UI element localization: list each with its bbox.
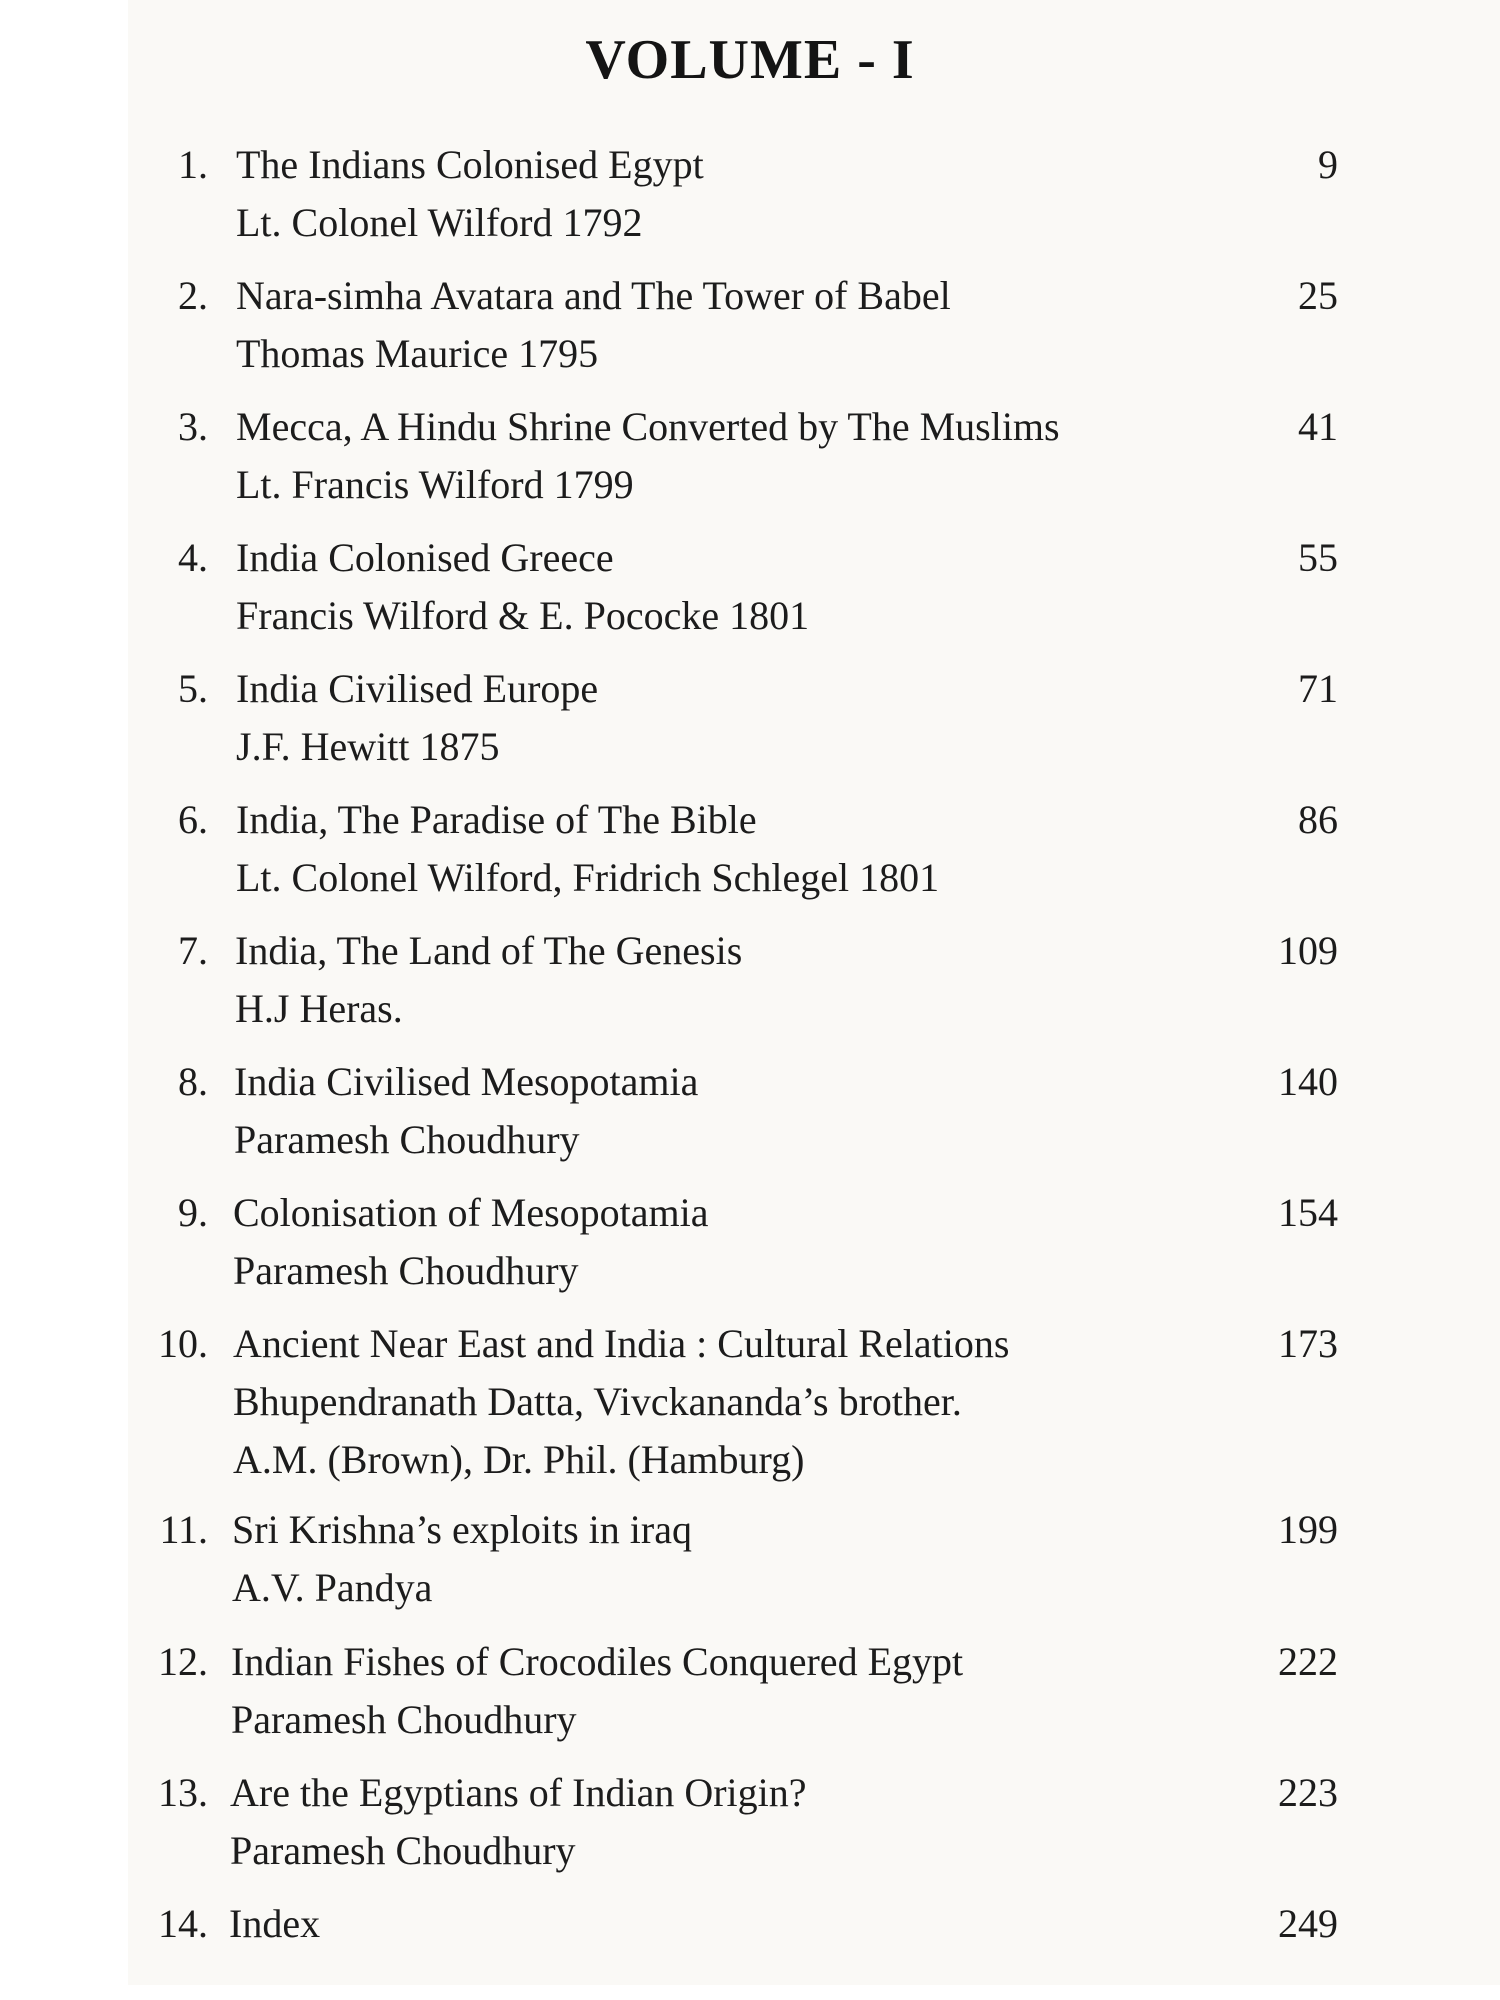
toc-entry-text: [236, 791, 939, 907]
toc-entry-text: [231, 1633, 963, 1749]
toc-entry-title: India Civilised Europe: [236, 666, 599, 711]
toc-entry-author: A.V. Pandya: [232, 1565, 433, 1610]
toc-entry-text: [236, 136, 704, 252]
toc-entry-author: Paramesh Choudhury: [233, 1248, 579, 1293]
toc-entry-number: 9.: [178, 1190, 208, 1235]
toc-entry-number: 4.: [178, 535, 208, 580]
toc-entry-page: 173: [1278, 1321, 1338, 1366]
toc-entry-title: India, The Paradise of The Bible: [236, 797, 757, 842]
toc-entry-author: J.F. Hewitt 1875: [236, 724, 500, 769]
toc-entry-title: India Civilised Mesopotamia: [234, 1059, 699, 1104]
toc-entry-page: 109: [1278, 928, 1338, 973]
toc-entry-page: 140: [1278, 1059, 1338, 1104]
toc-entry-text: [236, 398, 1060, 514]
toc-entry-number: 8.: [178, 1059, 208, 1104]
toc-entry-page: 41: [1298, 404, 1338, 449]
toc-entry-title: India Colonised Greece: [236, 535, 614, 580]
toc-entry-page: 9: [1318, 142, 1338, 187]
toc-entry-number: 1.: [178, 142, 208, 187]
toc-entry-title: Sri Krishna’s exploits in iraq: [232, 1507, 692, 1552]
toc-entry-title: India, The Land of The Genesis: [235, 928, 743, 973]
toc-entry-number: 6.: [178, 797, 208, 842]
toc-entry-author: Francis Wilford & E. Pococke 1801: [236, 593, 810, 638]
toc-entry-text: [233, 1315, 1009, 1489]
toc-entry-author: Paramesh Choudhury: [230, 1828, 576, 1873]
toc-entry-title: Nara-simha Avatara and The Tower of Babel: [236, 273, 951, 318]
toc-entry-author: Thomas Maurice 1795: [236, 331, 599, 376]
toc-entry-text: [236, 267, 951, 383]
toc-entry-author: Paramesh Choudhury: [231, 1697, 577, 1742]
toc-entry-number: 7.: [178, 928, 208, 973]
toc-entry-page: 199: [1278, 1507, 1338, 1552]
toc-entry-title: Indian Fishes of Crocodiles Conquered Egypt: [231, 1639, 964, 1684]
toc-entry-page: 71: [1298, 666, 1338, 711]
toc-entry-page: 222: [1278, 1639, 1338, 1684]
toc-entry-author: Lt. Colonel Wilford 1792: [236, 200, 643, 245]
toc-entry-text: [233, 1184, 709, 1300]
toc-entry-text: [235, 922, 742, 1038]
page-title: VOLUME - I: [585, 29, 915, 91]
toc-entry-page: 249: [1278, 1901, 1338, 1946]
toc-entry-text: [234, 1053, 698, 1169]
toc-entry-number: 3.: [178, 404, 208, 449]
toc-entry-author: Lt. Colonel Wilford, Fridrich Schlegel 1801: [236, 855, 940, 900]
toc-entry-text: [229, 1895, 320, 1953]
toc-entry-author: A.M. (Brown), Dr. Phil. (Hamburg): [233, 1437, 805, 1482]
toc-entry-number: 14.: [158, 1901, 208, 1946]
toc-entry-text: [232, 1501, 692, 1617]
toc-entry-number: 11.: [159, 1507, 208, 1552]
toc-entry-title: Mecca, A Hindu Shrine Converted by The Muslims: [236, 404, 1060, 449]
toc-entry-title: Ancient Near East and India : Cultural Relations: [233, 1321, 1010, 1366]
toc-entry-page: 25: [1298, 273, 1338, 318]
toc-entry-text: [236, 660, 598, 776]
toc-entry-number: 2.: [178, 273, 208, 318]
toc-entry-title: Index: [229, 1901, 321, 1946]
toc-entry-number: 12.: [158, 1639, 208, 1684]
toc-entry-author: Lt. Francis Wilford 1799: [236, 462, 634, 507]
toc-entry-number: 13.: [158, 1770, 208, 1815]
toc-entry-title: Colonisation of Mesopotamia: [233, 1190, 709, 1235]
toc-entry-page: 86: [1298, 797, 1338, 842]
toc-entry-author: Bhupendranath Datta, Vivckananda’s brother.: [233, 1379, 962, 1424]
toc-entry-number: 5.: [178, 666, 208, 711]
toc-entry-text: [236, 529, 809, 645]
toc-entry-title: The Indians Colonised Egypt: [236, 142, 704, 187]
toc-entry-text: [230, 1764, 807, 1880]
toc-entry-author: Paramesh Choudhury: [234, 1117, 580, 1162]
toc-entry-number: 10.: [158, 1321, 208, 1366]
toc-entry-page: 55: [1298, 535, 1338, 580]
toc-entry-page: 223: [1278, 1770, 1338, 1815]
toc-entry-title: Are the Egyptians of Indian Origin?: [230, 1770, 807, 1815]
toc-entry-page: 154: [1278, 1190, 1338, 1235]
toc-entry-author: H.J Heras.: [235, 986, 403, 1031]
